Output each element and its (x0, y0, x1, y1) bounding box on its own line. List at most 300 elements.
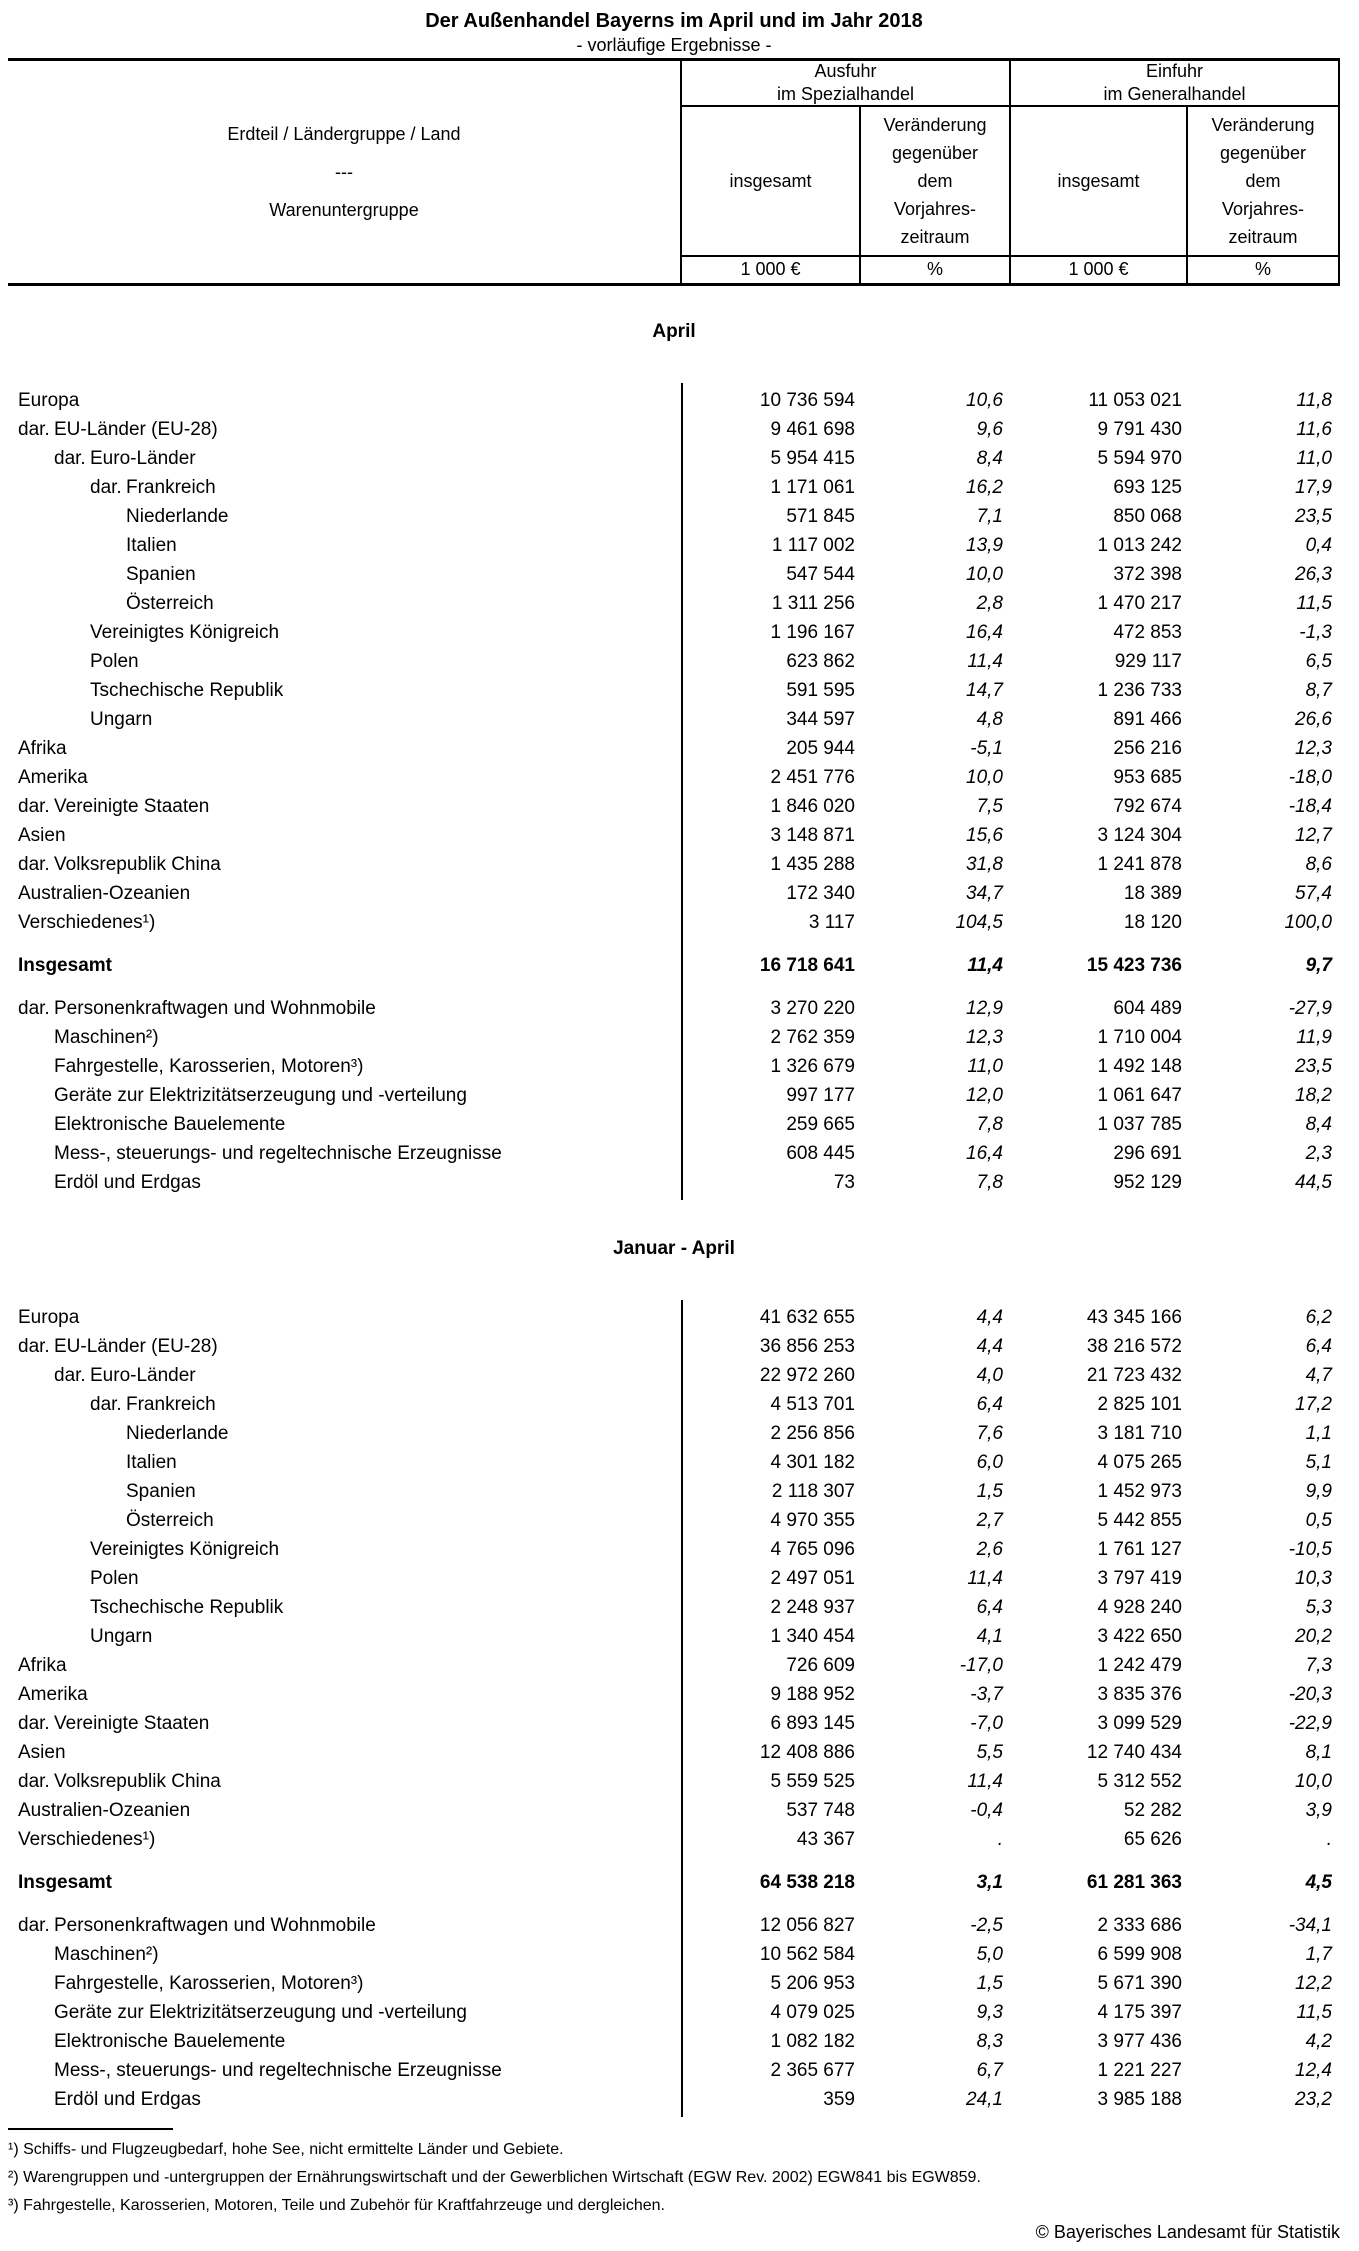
export-value: 4 301 182 (770, 1452, 855, 1473)
export-value: 4 765 096 (770, 1539, 855, 1560)
import-change: 11,9 (1296, 1027, 1332, 1048)
import-change: 4,2 (1305, 2031, 1332, 2052)
export-value: 172 340 (786, 883, 855, 904)
export-change: 11,4 (967, 1771, 1003, 1792)
row-label: Maschinen²) (54, 1027, 159, 1048)
row-label: Australien-Ozeanien (18, 1800, 191, 1821)
table-row (8, 1796, 1340, 1825)
export-value: 571 845 (786, 506, 855, 527)
row-label: Österreich (126, 593, 214, 614)
export-value: 2 497 051 (770, 1568, 855, 1589)
row-label: Maschinen²) (54, 1944, 159, 1965)
import-value: 5 671 390 (1097, 1973, 1182, 1994)
row-label-line-2: Warenuntergruppe (269, 200, 419, 220)
import-change: 44,5 (1295, 1172, 1332, 1193)
export-change: 2,6 (976, 1539, 1003, 1560)
table-row (8, 1081, 1340, 1110)
table-row (8, 763, 1340, 792)
table-row (8, 1564, 1340, 1593)
export-value: 259 665 (786, 1114, 855, 1135)
export-change: 13,9 (966, 535, 1003, 556)
import-change: -20,3 (1288, 1684, 1332, 1705)
section-rows (8, 386, 1340, 1197)
export-change: 12,9 (966, 998, 1003, 1019)
import-change: -18,0 (1288, 767, 1332, 788)
row-label: Asien (18, 825, 66, 846)
dar-prefix: dar. (90, 477, 122, 498)
import-change: 26,6 (1295, 709, 1332, 730)
export-value: 547 544 (786, 564, 855, 585)
import-value: 1 470 217 (1097, 593, 1182, 614)
import-change: 10,0 (1295, 1771, 1332, 1792)
table-row (8, 1390, 1340, 1419)
title-block (8, 0, 1340, 56)
export-value: 1 435 288 (770, 854, 855, 875)
import-change: 17,9 (1295, 477, 1332, 498)
export-value: 1 846 020 (770, 796, 855, 817)
export-change: 9,6 (976, 419, 1003, 440)
import-value: 3 422 650 (1097, 1626, 1182, 1647)
export-value: 5 954 415 (770, 448, 855, 469)
export-value: 10 736 594 (759, 390, 855, 411)
export-value: 2 118 307 (771, 1481, 855, 1502)
import-value: 3 181 710 (1097, 1423, 1182, 1444)
import-value: 4 928 240 (1097, 1597, 1182, 1618)
import-change: 18,2 (1295, 1085, 1332, 1106)
export-change: 34,7 (966, 883, 1003, 904)
export-value: 9 188 952 (770, 1684, 855, 1705)
import-change: 8,6 (1305, 854, 1332, 875)
export-value: 2 451 776 (770, 767, 855, 788)
import-change: 57,4 (1295, 883, 1332, 904)
import-value: 3 977 436 (1097, 2031, 1182, 2052)
row-label: Europa (18, 1307, 80, 1328)
footnote-list (0, 2136, 1359, 2220)
export-value: 64 538 218 (759, 1872, 855, 1893)
import-value: 18 120 (1123, 912, 1182, 933)
row-label: dar. Euro-Länder (8, 1361, 682, 1390)
table-row (8, 1868, 1340, 1897)
row-label: dar. Frankreich (8, 473, 682, 502)
row-label: dar. Volksrepublik China (8, 1767, 682, 1796)
export-value: 4 513 701 (770, 1394, 855, 1415)
export-change: 3,1 (976, 1872, 1003, 1893)
table-row (8, 1506, 1340, 1535)
row-label: dar. Frankreich (8, 1390, 682, 1419)
export-group-name: Ausfuhr (814, 61, 877, 81)
table-row (8, 1940, 1340, 1969)
section-title: Januar - April (613, 1238, 735, 1259)
row-label: Polen (90, 651, 139, 672)
export-value: 2 248 937 (770, 1597, 855, 1618)
export-value: 2 256 856 (770, 1423, 855, 1444)
import-value: 12 740 434 (1086, 1742, 1182, 1763)
page-title: Der Außenhandel Bayerns im April und im Jahr 2018 (425, 10, 923, 32)
import-change: 5,3 (1305, 1597, 1332, 1618)
dar-prefix: dar. (18, 1771, 50, 1792)
dar-prefix: dar. (18, 419, 50, 440)
row-label: Verschiedenes¹) (18, 912, 156, 933)
export-value: 591 595 (786, 680, 855, 701)
export-value: 1 326 679 (770, 1056, 855, 1077)
import-value: 693 125 (1113, 477, 1182, 498)
import-change: . (1326, 1829, 1332, 1850)
import-change: 11,0 (1296, 448, 1332, 469)
export-change: 6,0 (976, 1452, 1003, 1473)
export-change-unit: % (861, 255, 1011, 283)
export-change: -7,0 (970, 1713, 1003, 1734)
table-row (8, 792, 1340, 821)
row-label: Europa (18, 390, 80, 411)
dar-prefix: dar. (18, 998, 50, 1019)
export-value: 537 748 (786, 1800, 855, 1821)
import-change: 7,3 (1305, 1655, 1332, 1676)
export-change: 31,8 (966, 854, 1003, 875)
export-value-unit: 1 000 € (682, 255, 861, 283)
import-group-scope: im Generalhandel (1103, 84, 1246, 104)
export-change: 5,0 (976, 1944, 1003, 1965)
export-value: 1 171 061 (770, 477, 855, 498)
dar-prefix: dar. (18, 1336, 50, 1357)
table-row (8, 1332, 1340, 1361)
export-value: 726 609 (786, 1655, 855, 1676)
table-row (8, 2056, 1340, 2085)
table-row (8, 1738, 1340, 1767)
row-label: dar. Vereinigte Staaten (8, 1709, 682, 1738)
table-row (8, 386, 1340, 415)
import-change: 6,2 (1305, 1307, 1332, 1328)
export-change: 12,3 (966, 1027, 1003, 1048)
export-value: 1 082 182 (770, 2031, 855, 2052)
import-change: 6,5 (1305, 651, 1332, 672)
footnotes-block (0, 2128, 1359, 2244)
import-change: 4,7 (1305, 1365, 1332, 1386)
table-row (8, 415, 1340, 444)
export-value: 344 597 (786, 709, 855, 730)
export-change: 11,4 (967, 651, 1003, 672)
export-change: 2,8 (976, 593, 1003, 614)
import-change: 9,9 (1305, 1481, 1332, 1502)
export-value: 16 718 641 (759, 955, 855, 976)
row-label: Ungarn (90, 1626, 153, 1647)
import-change: 11,6 (1296, 419, 1332, 440)
table-row (8, 1622, 1340, 1651)
export-change: 14,7 (966, 680, 1003, 701)
row-label: dar. Personenkraftwagen und Wohnmobile (8, 994, 682, 1023)
export-change: 4,8 (976, 709, 1003, 730)
export-value: 5 559 525 (770, 1771, 855, 1792)
dar-prefix: dar. (18, 796, 50, 817)
table-row (8, 618, 1340, 647)
row-label: Fahrgestelle, Karosserien, Motoren³) (54, 1973, 364, 1994)
export-change: 5,5 (976, 1742, 1003, 1763)
import-value: 1 761 127 (1097, 1539, 1182, 1560)
import-value: 953 685 (1113, 767, 1182, 788)
table-row (8, 1168, 1340, 1197)
import-change: 23,5 (1295, 506, 1332, 527)
import-change: 8,1 (1305, 1742, 1332, 1763)
export-group-header (682, 61, 1011, 107)
footnote-separator (8, 2128, 173, 2130)
import-change: 0,5 (1305, 1510, 1332, 1531)
import-value: 792 674 (1113, 796, 1182, 817)
import-value: 15 423 736 (1086, 955, 1182, 976)
export-value: 36 856 253 (759, 1336, 855, 1357)
export-change: 8,4 (976, 448, 1003, 469)
table-row (8, 2085, 1340, 2114)
row-label: Elektronische Bauelemente (54, 1114, 286, 1135)
export-value: 73 (833, 1172, 855, 1193)
export-change: 2,7 (976, 1510, 1003, 1531)
row-label-column-header (8, 61, 682, 283)
row-label: Österreich (126, 1510, 214, 1531)
table-row (8, 1651, 1340, 1680)
export-change: 4,4 (976, 1336, 1003, 1357)
row-label: Asien (18, 1742, 66, 1763)
export-value: 3 148 871 (770, 825, 855, 846)
import-value: 372 398 (1113, 564, 1182, 585)
import-value: 1 452 973 (1097, 1481, 1182, 1502)
export-change: 16,2 (966, 477, 1003, 498)
column-separator-line (681, 1300, 683, 2117)
row-label: Verschiedenes¹) (18, 1829, 156, 1850)
import-value-unit: 1 000 € (1011, 255, 1188, 283)
export-value: 6 893 145 (770, 1713, 855, 1734)
export-value: 2 762 359 (770, 1027, 855, 1048)
export-change: 11,4 (967, 1568, 1003, 1589)
export-value: 12 408 886 (759, 1742, 855, 1763)
row-label-divider: --- (335, 162, 353, 182)
export-change: -17,0 (959, 1655, 1003, 1676)
table-row (8, 1303, 1340, 1332)
row-label: Niederlande (126, 1423, 229, 1444)
dar-prefix: dar. (54, 1365, 86, 1386)
footnote: ³) Fahrgestelle, Karosserien, Motoren, Teile und Zubehör für Kraftfahrzeuge und dergleichen. (8, 2197, 665, 2214)
import-value: 3 835 376 (1097, 1684, 1182, 1705)
export-value: 3 117 (808, 912, 855, 933)
export-change: . (997, 1829, 1003, 1850)
import-change: 20,2 (1295, 1626, 1332, 1647)
export-change: -0,4 (970, 1800, 1003, 1821)
import-value: 1 221 227 (1097, 2060, 1182, 2081)
import-value: 65 626 (1123, 1829, 1182, 1850)
footnote: ¹) Schiffs- und Flugzeugbedarf, hohe See, nicht ermittelte Länder und Gebiete. (8, 2141, 564, 2158)
row-label: Mess-, steuerungs- und regeltechnische Erzeugnisse (54, 2060, 502, 2081)
export-change: 10,6 (966, 390, 1003, 411)
export-change: 6,4 (976, 1394, 1003, 1415)
export-change: 11,4 (967, 955, 1003, 976)
table-row (8, 647, 1340, 676)
table-row (8, 1419, 1340, 1448)
row-label: dar. Euro-Länder (8, 444, 682, 473)
import-change: 4,5 (1305, 1872, 1332, 1893)
import-change: -22,9 (1288, 1713, 1332, 1734)
table-row (8, 850, 1340, 879)
import-value: 5 312 552 (1097, 1771, 1182, 1792)
import-change: -34,1 (1288, 1915, 1332, 1936)
row-label: Ungarn (90, 709, 153, 730)
row-label: dar. EU-Länder (EU-28) (8, 415, 682, 444)
import-change: 11,8 (1296, 390, 1332, 411)
import-change: 23,2 (1295, 2089, 1332, 2110)
import-value: 4 175 397 (1097, 2002, 1182, 2023)
export-value: 10 562 584 (759, 1944, 855, 1965)
export-value: 5 206 953 (770, 1973, 855, 1994)
row-label: Erdöl und Erdgas (54, 1172, 201, 1193)
import-change: -18,4 (1288, 796, 1332, 817)
page-subtitle: - vorläufige Ergebnisse - (576, 35, 772, 55)
row-label: Amerika (18, 767, 88, 788)
export-value: 3 270 220 (770, 998, 855, 1019)
table-row (8, 1535, 1340, 1564)
row-label: Geräte zur Elektrizitätserzeugung und -verteilung (54, 1085, 467, 1106)
row-label: Insgesamt (18, 955, 112, 976)
export-change: 7,1 (976, 506, 1003, 527)
export-change: 1,5 (976, 1973, 1003, 1994)
import-value: 3 099 529 (1097, 1713, 1182, 1734)
import-change: 5,1 (1305, 1452, 1332, 1473)
table-row (8, 676, 1340, 705)
import-value: 21 723 432 (1086, 1365, 1182, 1386)
table-row (8, 994, 1340, 1023)
import-value: 4 075 265 (1097, 1452, 1182, 1473)
import-total-header: insgesamt (1011, 107, 1188, 255)
import-change: 10,3 (1295, 1568, 1332, 1589)
import-value: 1 013 242 (1097, 535, 1182, 556)
table-row (8, 1477, 1340, 1506)
table-row (8, 908, 1340, 937)
row-label: Erdöl und Erdgas (54, 2089, 201, 2110)
export-change: 7,5 (976, 796, 1003, 817)
table-row (8, 1680, 1340, 1709)
export-value: 623 862 (786, 651, 855, 672)
export-change: 7,6 (976, 1423, 1003, 1444)
table-row (8, 1052, 1340, 1081)
export-change: 12,0 (966, 1085, 1003, 1106)
export-change: 10,0 (966, 767, 1003, 788)
export-value: 22 972 260 (759, 1365, 855, 1386)
import-value: 3 124 304 (1097, 825, 1182, 846)
import-value: 952 129 (1113, 1172, 1182, 1193)
export-total-header: insgesamt (682, 107, 861, 255)
export-value: 2 365 677 (770, 2060, 855, 2081)
import-group-header (1011, 61, 1340, 107)
table-row (8, 1709, 1340, 1738)
import-change: 12,4 (1295, 2060, 1332, 2081)
table-row (8, 951, 1340, 980)
table-row (8, 1969, 1340, 1998)
table-row (8, 560, 1340, 589)
row-label: Australien-Ozeanien (18, 883, 191, 904)
row-label: dar. Vereinigte Staaten (8, 792, 682, 821)
export-value: 1 311 256 (771, 593, 855, 614)
import-change: 12,7 (1295, 825, 1332, 846)
table-row (8, 1110, 1340, 1139)
export-change: 1,5 (976, 1481, 1003, 1502)
row-label: Afrika (18, 738, 67, 759)
table-row (8, 444, 1340, 473)
export-change: 4,4 (976, 1307, 1003, 1328)
import-value: 1 061 647 (1097, 1085, 1182, 1106)
import-change: 8,4 (1305, 1114, 1332, 1135)
export-change: 16,4 (966, 1143, 1003, 1164)
import-value: 850 068 (1113, 506, 1182, 527)
import-change: -27,9 (1288, 998, 1332, 1019)
import-change: 1,1 (1305, 1423, 1332, 1444)
table-row (8, 1361, 1340, 1390)
dar-prefix: dar. (18, 854, 50, 875)
import-change: 6,4 (1305, 1336, 1332, 1357)
export-value: 43 367 (796, 1829, 855, 1850)
import-change: 12,2 (1295, 1973, 1332, 1994)
import-value: 38 216 572 (1086, 1336, 1182, 1357)
import-value: 2 333 686 (1097, 1915, 1182, 1936)
row-label: Polen (90, 1568, 139, 1589)
row-label: Vereinigtes Königreich (90, 622, 280, 643)
table-row (8, 1448, 1340, 1477)
import-value: 1 037 785 (1097, 1114, 1182, 1135)
row-label: Geräte zur Elektrizitätserzeugung und -verteilung (54, 2002, 467, 2023)
import-value: 5 442 855 (1097, 1510, 1182, 1531)
import-value: 3 797 419 (1097, 1568, 1182, 1589)
export-value: 4 970 355 (770, 1510, 855, 1531)
table-row (8, 1767, 1340, 1796)
row-label: Tschechische Republik (90, 680, 284, 701)
import-value: 43 345 166 (1086, 1307, 1182, 1328)
import-value: 929 117 (1114, 651, 1182, 672)
import-value: 1 242 479 (1097, 1655, 1182, 1676)
row-label: Amerika (18, 1684, 88, 1705)
export-change: 9,3 (976, 2002, 1003, 2023)
export-change: 6,4 (976, 1597, 1003, 1618)
row-label: Italien (126, 1452, 177, 1473)
export-change: 8,3 (976, 2031, 1003, 2052)
import-value: 604 489 (1113, 998, 1182, 1019)
row-label: dar. EU-Länder (EU-28) (8, 1332, 682, 1361)
row-label: Insgesamt (18, 1872, 112, 1893)
table-row (8, 879, 1340, 908)
import-value: 1 236 733 (1097, 680, 1182, 701)
import-change-header: Veränderung gegenüber dem Vorjahres- zeitraum (1188, 107, 1340, 255)
table-row (8, 1593, 1340, 1622)
row-label: Italien (126, 535, 177, 556)
import-value: 18 389 (1123, 883, 1182, 904)
export-value: 12 056 827 (759, 1915, 855, 1936)
export-change: 104,5 (955, 912, 1003, 933)
import-change: 0,4 (1305, 535, 1332, 556)
table-row (8, 821, 1340, 850)
import-value: 1 492 148 (1097, 1056, 1182, 1077)
export-change: 11,0 (967, 1056, 1003, 1077)
import-change: -10,5 (1288, 1539, 1332, 1560)
copyright: © Bayerisches Landesamt für Statistik (1035, 2222, 1340, 2242)
import-change: 8,7 (1305, 680, 1332, 701)
import-value: 472 853 (1113, 622, 1182, 643)
import-change: 3,9 (1305, 1800, 1332, 1821)
export-change: 10,0 (966, 564, 1003, 585)
import-change: 26,3 (1295, 564, 1332, 585)
dar-prefix: dar. (90, 1394, 122, 1415)
export-value: 9 461 698 (770, 419, 855, 440)
import-value: 11 053 021 (1088, 390, 1182, 411)
import-change-unit: % (1188, 255, 1340, 283)
import-value: 5 594 970 (1097, 448, 1182, 469)
footnote: ²) Warengruppen und -untergruppen der Ernährungswirtschaft und der Gewerblichen Wirtschaft (EGW Rev. 2002) EGW841 bis EGW859. (8, 2169, 981, 2186)
import-group-name: Einfuhr (1145, 61, 1204, 81)
table-row (8, 1139, 1340, 1168)
export-change: 6,7 (976, 2060, 1003, 2081)
export-value: 4 079 025 (770, 2002, 855, 2023)
